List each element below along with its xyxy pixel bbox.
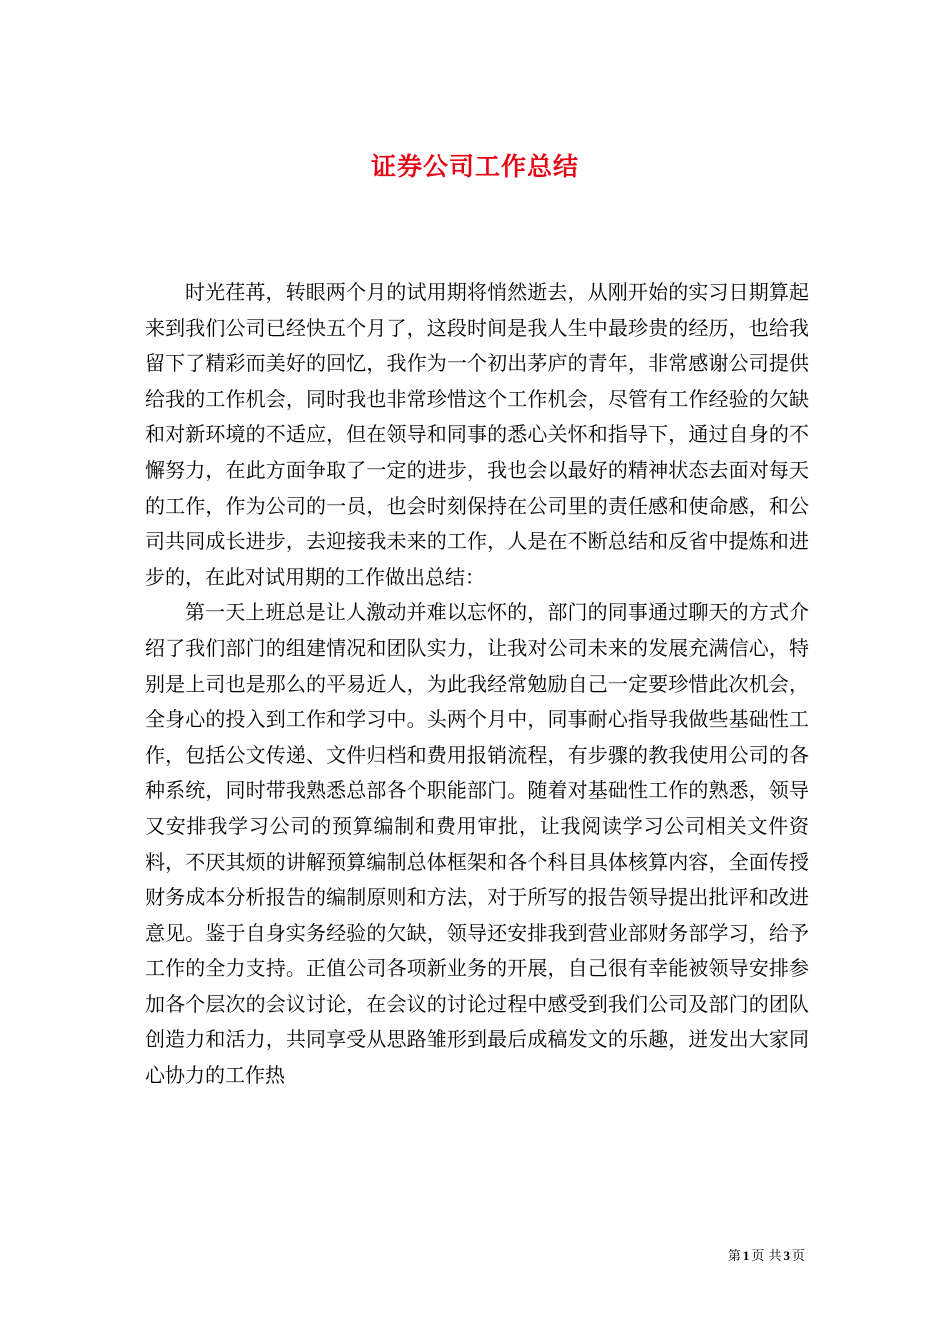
- total-page-count: 3: [783, 1248, 790, 1263]
- document-body: [145, 275, 809, 1094]
- footer-suffix: 页: [791, 1249, 805, 1264]
- paragraph-1: 时光荏苒，转眼两个月的试用期将悄然逝去，从刚开始的实习日期算起来到我们公司已经快五个月了，这段时间是我人生中最珍贵的经历，也给我留下了精彩而美好的回忆，我作为一个初出茅庐的青年，非常感谢公司提供给我的工作机会，同时我也非常珍惜这个工作机会，尽管有工作经验的欠缺和对新环境的不适应，但在领导和同事的悉心关怀和指导下，通过自身的不懈努力，在此方面争取了一定的进步，我也会以最好的精神状态去面对每天的工作，作为公司的一员，也会时刻保持在公司里的责任感和使命感，和公司共同成长进步，去迎接我未来的工作，人是在不断总结和反省中提炼和进步的，在此对试用期的工作做出总结：: [145, 280, 809, 589]
- paragraph-2: 第一天上班总是让人激动并难以忘怀的，部门的同事通过聊天的方式介绍了我们部门的组建情况和团队实力，让我对公司未来的发展充满信心，特别是上司也是那么的平易近人，为此我经常勉励自己一定要珍惜此次机会，全身心的投入到工作和学习中。头两个月中，同事耐心指导我做些基础性工作，包括公文传递、文件归档和费用报销流程，有步骤的教我使用公司的各种系统，同时带我熟悉总部各个职能部门。随着对基础性工作的熟悉，领导又安排我学习公司的预算编制和费用审批，让我阅读学习公司相关文件资料，不厌其烦的讲解预算编制总体框架和各个科目具体核算内容，全面传授财务成本分析报告的编制原则和方法，对于所写的报告领导提出批评和改进意见。鉴于自身实务经验的欠缺，领导还安排我到营业部财务部学习，给予工作的全力支持。正值公司各项新业务的开展，自己很有幸能被领导安排参加各个层次的会议讨论，在会议的讨论过程中感受到我们公司及部门的团队创造力和活力，共同享受从思路雏形到最后成稿发文的乐趣，迸发出大家同心协力的工作热: [145, 600, 809, 1088]
- footer-middle: 页 共: [751, 1249, 782, 1264]
- document-title: 证券公司工作总结: [370, 151, 579, 181]
- page-number-footer: [728, 1247, 805, 1266]
- footer-prefix: 第: [727, 1249, 741, 1264]
- current-page-number: 1: [742, 1248, 750, 1263]
